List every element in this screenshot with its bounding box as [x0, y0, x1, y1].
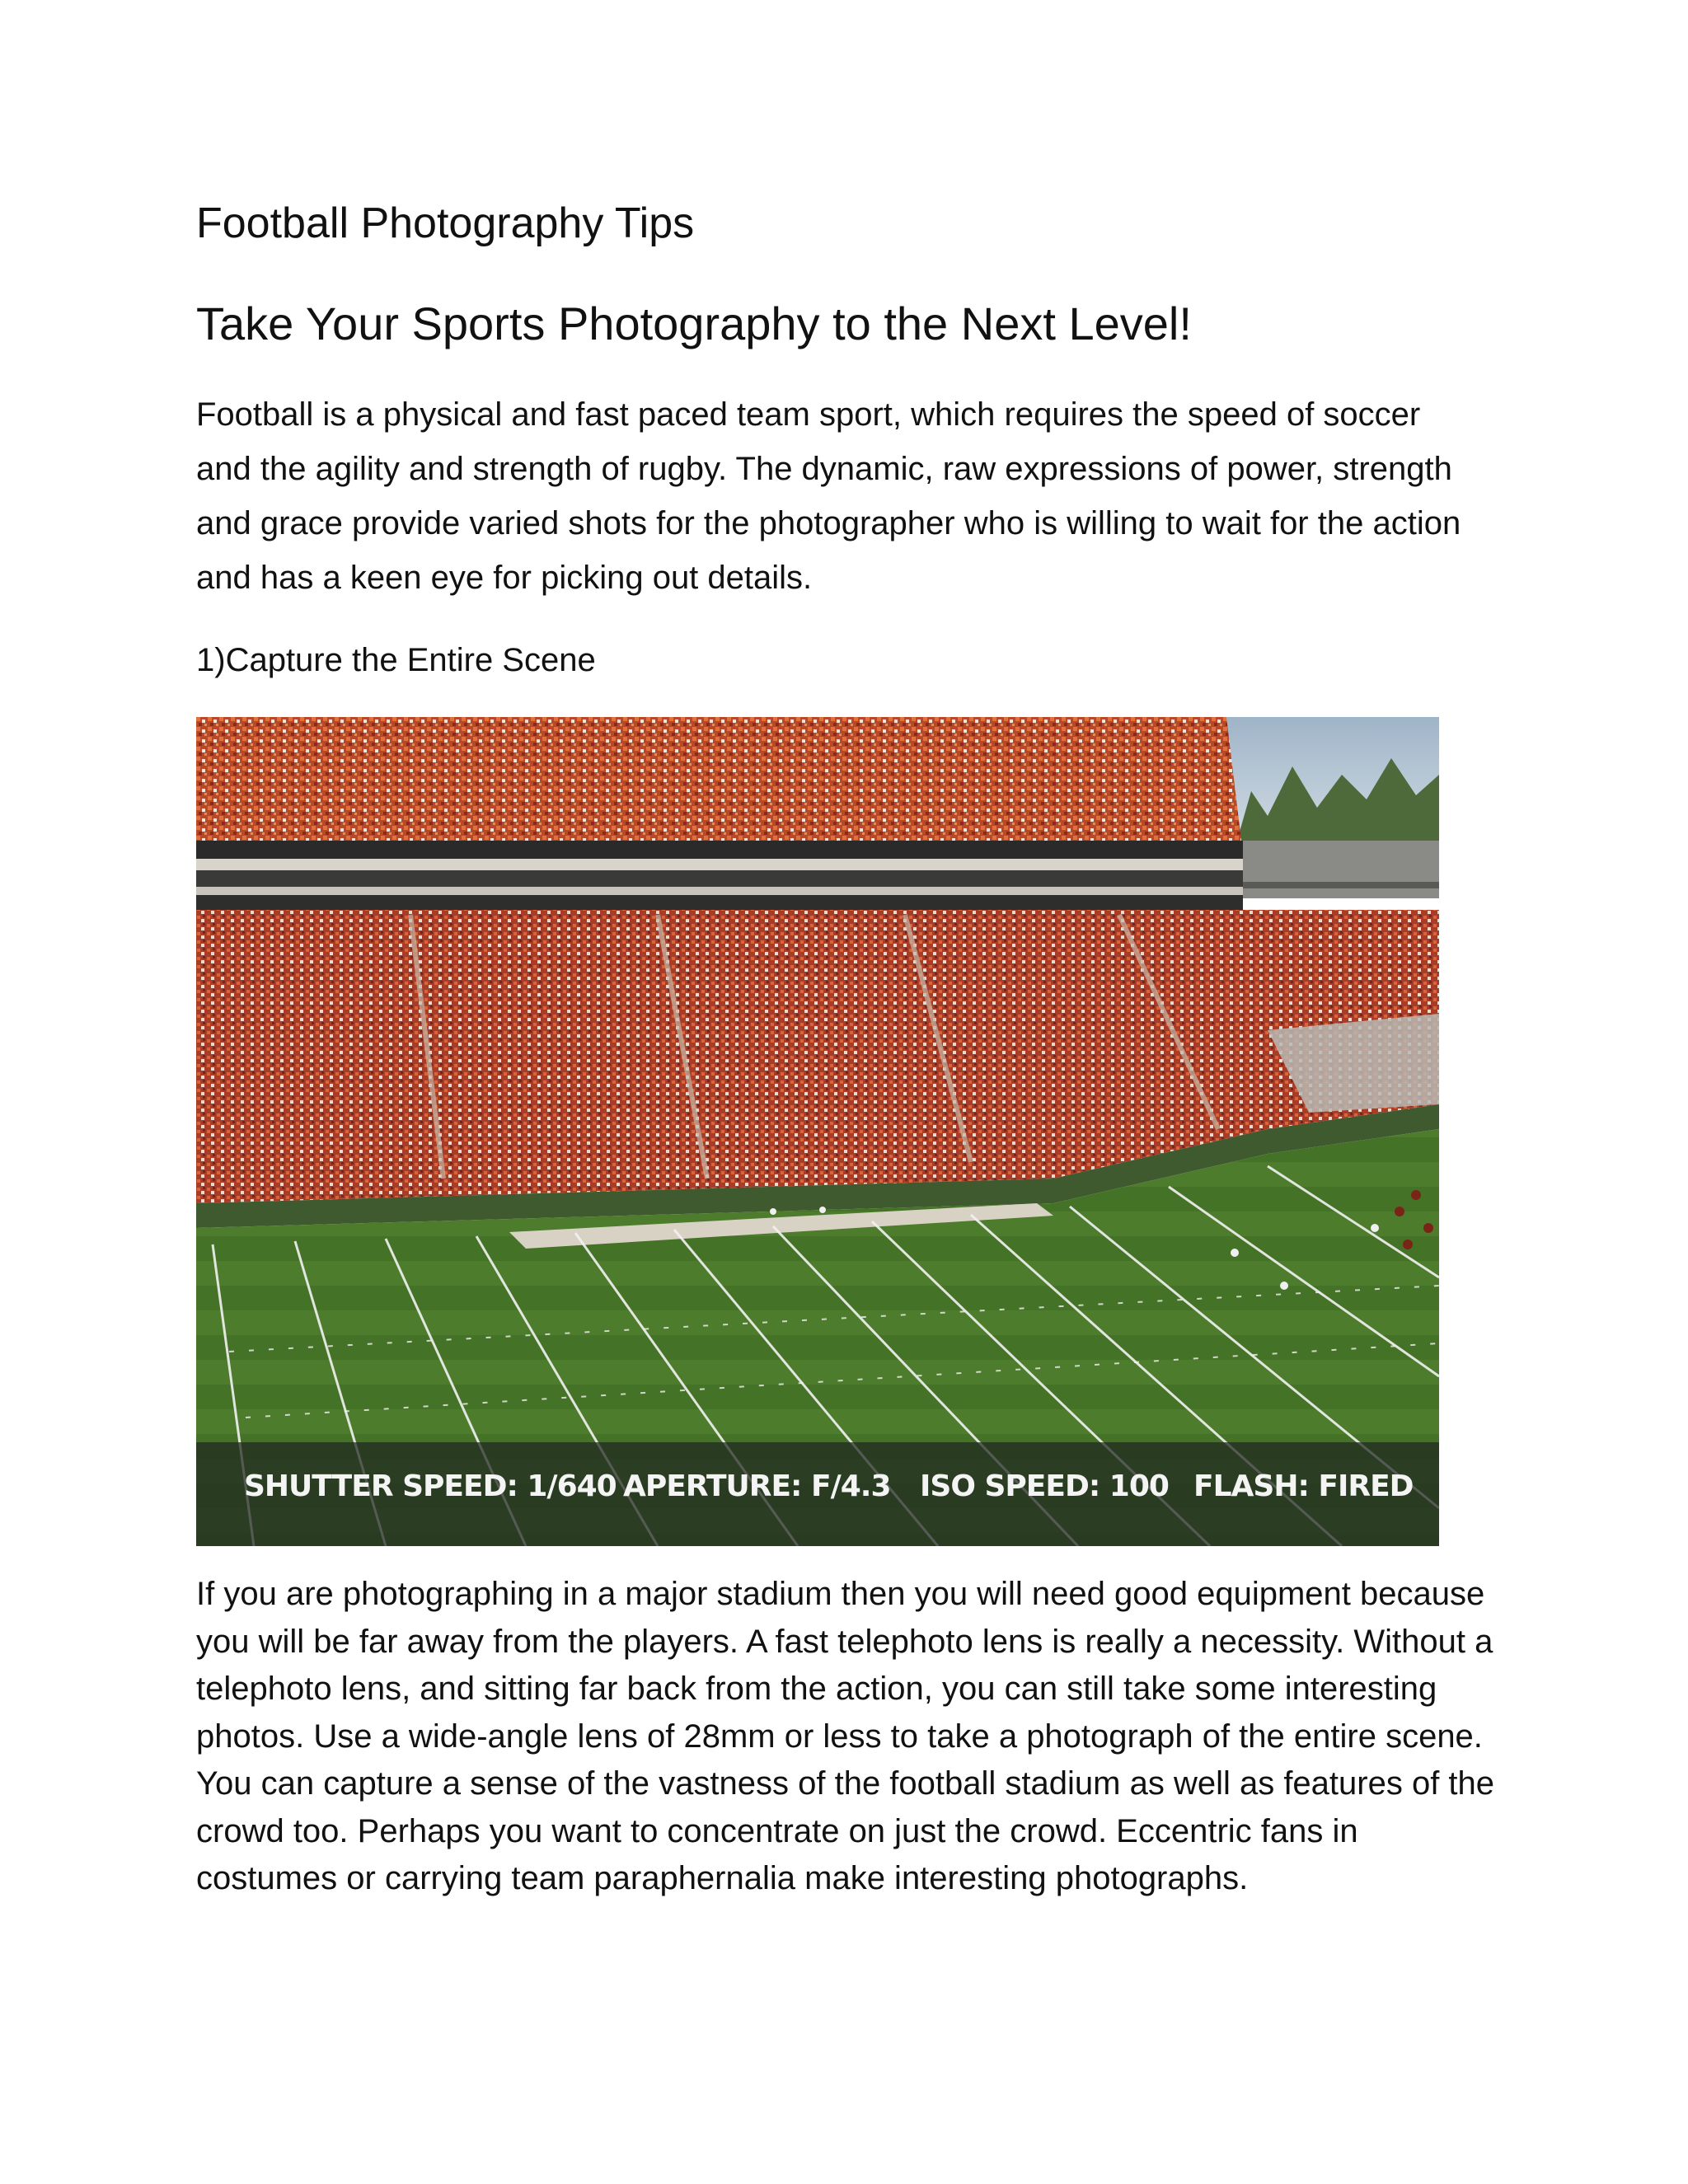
exif-shutter-speed: SHUTTER SPEED: 1/640 [244, 1469, 617, 1503]
exif-aperture: APERTURE: F/4.3 [623, 1469, 891, 1503]
document-subtitle: Take Your Sports Photography to the Next Level! [196, 298, 1192, 349]
stadium-photo [196, 717, 1439, 1546]
exif-flash: FLASH: FIRED [1193, 1469, 1414, 1503]
section-heading: 1)Capture the Entire Scene [196, 642, 596, 678]
intro-paragraph: Football is a physical and fast paced team sport, which requires the speed of soccer and the agility and strength of rugby. The dynamic, raw expressions of power, strength and grace provide varied shots for the photographer who is willing to wait for the action and has a keen eye for picking out details. [196, 396, 1461, 596]
document-title: Football Photography Tips [196, 199, 695, 247]
exif-iso-speed: ISO SPEED: 100 [920, 1469, 1169, 1503]
body-paragraph: If you are photographing in a major stadium then you will need good equipment because you will be far away from the players. A fast telephoto lens is really a necessity. Without a telephoto lens, and sitting far back from the action, you can still take some interesting photos. Use a wide-angle lens of 28mm or less to take a photograph of the entire scene. You can capture a sense of the vastness of the football stadium as well as features of the crowd too. Perhaps you want to concentrate on just the crowd. Eccentric fans in costumes or carrying team paraphernalia make interesting photographs. [196, 1576, 1495, 1896]
stadium-illustration [196, 717, 1439, 1546]
